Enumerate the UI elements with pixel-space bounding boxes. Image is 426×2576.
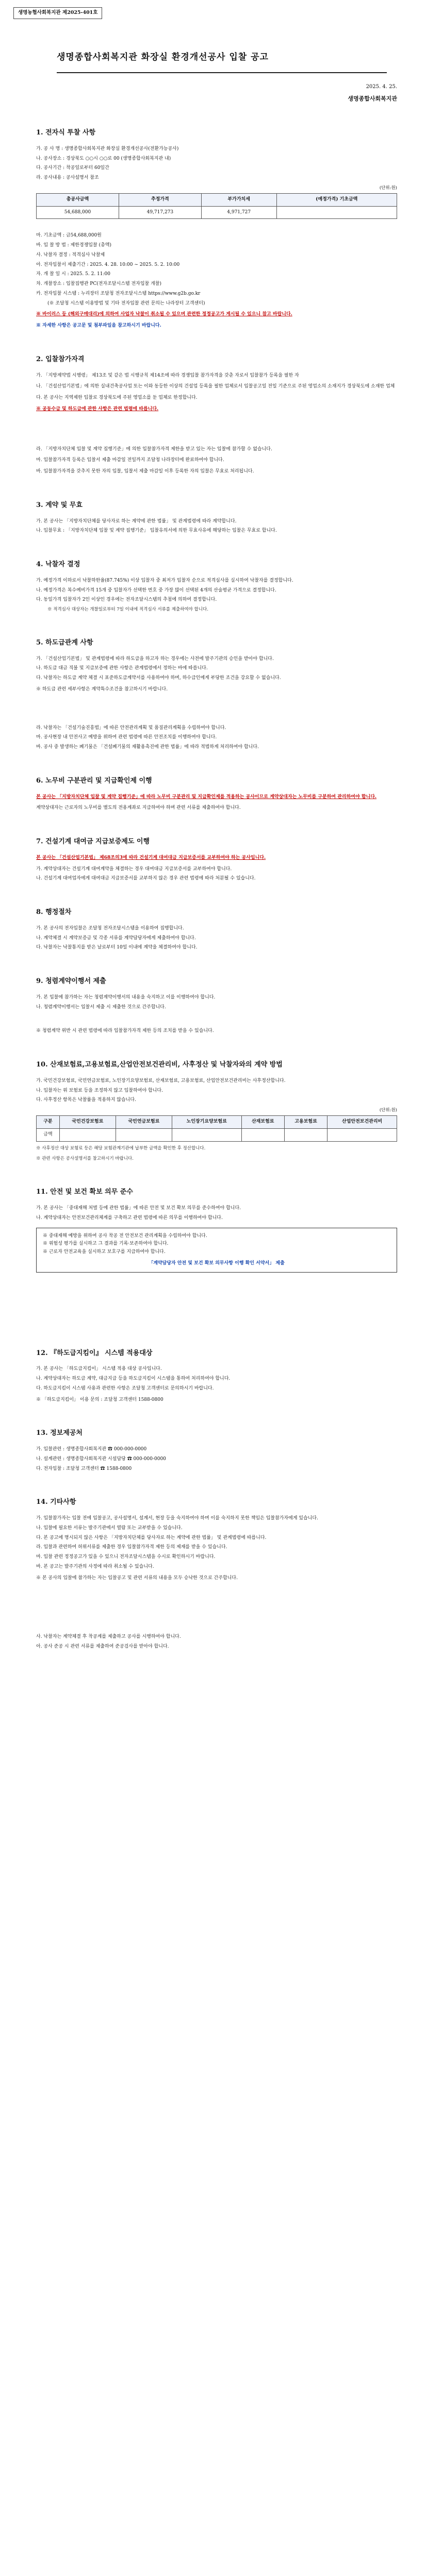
insurance-table (36, 1115, 397, 1142)
section-item: 가. 본 공사는 「중대재해 처벌 등에 관한 법률」에 따른 안전 및 보건 확보 의무를 준수하여야 합니다. (36, 1206, 241, 1211)
section-item: 가. 예정가격 이하로서 낙찰하한율(87.745%) 이상 입찰자 중 최저가 입찰자 순으로 적격심사를 실시하여 낙찰자를 결정합니다. (36, 578, 293, 583)
table-cell (116, 1128, 172, 1141)
section-item: 마. 입찰 관련 정정공고가 있을 수 있으니 전자조달시스템을 수시로 확인하시기 바랍니다. (36, 1554, 216, 1560)
table-header-cell: 산업안전보건관리비 (327, 1116, 397, 1129)
highlight-note-red: 본 공사는 「건설산업기본법」 제68조의3에 따라 건설기계 대여대금 지급보증서를 교부하여야 하는 공사입니다. (36, 855, 266, 860)
section-item: 다. 본 공고에 명시되지 않은 사항은 「지방자치단체를 당사자로 하는 계약에 관한 법률」 및 관계법령에 따릅니다. (36, 1535, 267, 1540)
title-divider (57, 72, 387, 73)
section-heading: 12. 『하도급지킴이』 시스템 적용대상 (36, 1349, 153, 1357)
section-item: 마. 공사현장 내 안전사고 예방을 위하여 관련 법령에 따른 안전조치를 이행하여야 합니다. (36, 735, 217, 740)
section-item: 라. 입찰과 관련하여 허위서류를 제출한 경우 입찰참가자격 제한 등의 제재를 받을 수 있습니다. (36, 1545, 227, 1550)
section-item: 나. 설계관련 : 생명종합사회복지관 시설담당 ☎ 000-000-0000 (36, 1456, 166, 1462)
section-item: 나. 입찰에 필요한 서류는 발주기관에서 열람 또는 교부받을 수 있습니다. (36, 1525, 183, 1531)
section-paragraph: ※ 청렴계약 위반 시 관련 법령에 따라 입찰참가자격 제한 등의 조치를 받을 수 있습니다. (36, 1028, 214, 1034)
table-header-cell: 추정가격 (119, 193, 201, 206)
section-item: 나. 하도급 대금 직불 및 지급보증에 관한 사항은 관계법령에서 정하는 바에 따릅니다. (36, 666, 208, 671)
section-paragraph: ※ 「하도급지킴이」 이용 문의 : 조달청 고객센터 1588-0800 (36, 1397, 163, 1402)
section-heading: 11. 안전 및 보건 확보 의무 준수 (36, 1188, 133, 1196)
section-heading: 8. 행정절차 (36, 908, 72, 917)
unit-label: (단위:원) (379, 185, 397, 191)
section-heading: 14. 기타사항 (36, 1498, 76, 1506)
section-item: 나. 계약상대자는 안전보건관리체계를 구축하고 관련 법령에 따른 의무를 이행하여야 합니다. (36, 1215, 223, 1221)
section-heading: 1. 전자식 투찰 사항 (36, 129, 96, 137)
section-paragraph: 계약상대자는 근로자의 노무비를 별도의 전용계좌로 지급하여야 하며 관련 서류를 제출하여야 합니다. (36, 805, 241, 811)
notice-line: ※ 근로자 안전교육을 실시하고 보호구를 지급하여야 합니다. (43, 1249, 166, 1255)
section-item: 마. 기초금액 : 금54,688,000원 (36, 233, 102, 239)
section-item: 카. 전자입찰 시스템 : 누리장터 조달청 전자조달시스템 https://www.g2b.go.kr (36, 291, 201, 296)
section-item: 가. 입찰참가자는 입찰 전에 입찰공고, 공사설명서, 설계서, 현장 등을 숙지하여야 하며 이를 숙지하지 못한 책임은 입찰참가자에게 있습니다. (36, 1516, 318, 1521)
table-header-row (37, 1116, 397, 1129)
section-item: 가. 계약상대자는 건설기계 대여계약을 체결하는 경우 대여대금 지급보증서를 교부하여야 합니다. (36, 866, 232, 872)
section-item: 나. 입찰무효 : 「지방자치단체 입찰 및 계약 집행기준」 입찰유의서에 의한 무효사유에 해당하는 입찰은 무효로 합니다. (36, 528, 277, 534)
section-item: 나. 계약체결 시 계약보증금 및 각종 서류를 계약담당자에게 제출하여야 합니다. (36, 935, 196, 941)
table-header-cell: 산재보험료 (241, 1116, 284, 1129)
table-cell (284, 1128, 327, 1141)
section-note: ※ 관련 사항은 공사설명서를 참고하시기 바랍니다. (36, 1156, 134, 1162)
highlight-note-red: ※ 공동수급 및 하도급에 관한 사항은 관련 법령에 따릅니다. (36, 406, 159, 412)
table-header-cell: 구분 (37, 1116, 60, 1129)
section-item: 가. 본 입찰에 참가하는 자는 청렴계약이행서의 내용을 숙지하고 이를 이행하여야 합니다. (36, 994, 216, 1000)
table-header-cell: 노인장기요양보험료 (172, 1116, 241, 1129)
highlight-note-red: ※ 바이러스 등 (해외구매대리)에 의하여 사업자 낙찰이 취소될 수 있으며 관련한 정정공고가 게시될 수 있으니 참고 바랍니다. (36, 312, 292, 317)
section-paragraph: 나. 「건설산업기본법」에 의한 실내건축공사업 또는 이와 동등한 이상의 건설업 등록을 필한 업체로서 입찰공고일 전일 기준으로 주된 영업소의 소재지가 경상북도에 소재한 업체 (36, 384, 395, 389)
section-heading: 9. 청렴계약이행서 제출 (36, 977, 106, 986)
section-item: 가. 입찰관련 : 생명종합사회복지관 ☎ 000-000-0000 (36, 1447, 147, 1452)
table-header-cell: 총공사금액 (37, 193, 119, 206)
section-item: 가. 공 사 명 : 생명종합사회복지관 화장실 환경개선공사(전환가능공사) (36, 146, 179, 151)
section-item: 가. 본 공사는 「지방자치단체를 당사자로 하는 계약에 관한 법률」 및 관계법령에 따라 계약합니다. (36, 518, 237, 524)
budget-table (36, 193, 397, 219)
notice-line: ※ 중대재해 예방을 위하여 공사 착공 전 안전보건 관리계획을 수립하여야 합니다. (43, 1233, 207, 1239)
notice-highlight: 「계약담당자 안전 및 보건 확보 의무사항 이행 확인 서약서」 제출 (149, 1260, 285, 1266)
section-paragraph: 바. 입찰참가자격을 갖추지 못한 자의 입찰, 입찰서 제출 마감일 이후 등록한 자의 입찰은 무효로 처리됩니다. (36, 469, 254, 474)
section-item: 나. 예정가격은 복수예비가격 15개 중 입찰자가 선택한 번호 중 가장 많이 선택된 4개의 산술평균 가격으로 결정합니다. (36, 587, 276, 593)
table-cell (59, 1128, 116, 1141)
document-title: 생명종합사회복지관 화장실 환경개선공사 입찰 공고 (57, 52, 269, 62)
section-paragraph: ※ 하도급 관련 세부사항은 계약특수조건을 참고하시기 바랍니다. (36, 686, 168, 692)
section-7 (36, 836, 397, 883)
section-item: 아. 전자입찰서 제출기간 : 2025. 4. 28. 10:00 ~ 2025. 5. 2. 10:00 (36, 262, 180, 267)
section-heading: 13. 정보제공처 (36, 1429, 83, 1437)
table-header-cell: 고용보험료 (284, 1116, 327, 1129)
section-item: 나. 계약상대자는 하도급 계약, 대금지급 등을 하도급지킴이 시스템을 통하여 처리하여야 합니다. (36, 1376, 231, 1381)
section-item: 다. 동일가격 입찰자가 2인 이상인 경우에는 전자조달시스템의 추첨에 의하여 결정합니다. (36, 597, 217, 603)
section-2 (36, 354, 397, 476)
table-cell (327, 1128, 397, 1141)
table-header-row (37, 193, 397, 206)
section-item: 나. 공사장소 : 경상북도 ○○시 ○○로 00 (생명종합사회복지관 내) (36, 156, 171, 161)
section-heading: 3. 계약 및 무효 (36, 501, 83, 509)
section-12 (36, 1348, 397, 1404)
section-paragraph: 라. 「지방자치단체 입찰 및 계약 집행기준」에 의한 입찰참가자격 제한을 받고 있는 자는 입찰에 참가할 수 없습니다. (36, 446, 272, 452)
table-header-cell: 국민건강보험료 (59, 1116, 116, 1129)
table-row (37, 1128, 397, 1141)
section-item: 자. 개 찰 일 시 : 2025. 5. 2. 11:00 (36, 272, 110, 277)
highlight-note-red: 본 공사는 「지방자치단체 입찰 및 계약 집행기준」에 따라 노무비 구분관리 및 지급확인제를 적용하는 공사이므로 계약상대자는 노무비를 구분하여 관리하여야 합니다. (36, 794, 377, 800)
section-item: 가. 본 공사는 「하도급지킴이」 시스템 적용 대상 공사입니다. (36, 1366, 162, 1372)
table-cell: 금액 (37, 1128, 60, 1141)
section-3 (36, 500, 397, 535)
safety-notice-box (36, 1228, 397, 1273)
section-item: 다. 사후정산 항목은 낙찰률을 적용하지 않습니다. (36, 1097, 136, 1103)
section-11 (36, 1187, 397, 1272)
section-subitem: (※ 조달청 시스템 이용방법 및 기타 전자입찰 관련 문의는 나라장터 고객센터) (47, 300, 205, 306)
section-paragraph: ※ 본 공사의 입찰에 참가하는 자는 입찰공고 및 관련 서류의 내용을 모두 승낙한 것으로 간주합니다. (36, 1575, 238, 1581)
section-heading: 6. 노무비 구분관리 및 지급확인제 이행 (36, 776, 152, 785)
section-item: 다. 낙찰자는 하도급 계약 체결 시 표준하도급계약서를 사용하여야 하며, 하수급인에게 부당한 조건을 강요할 수 없습니다. (36, 675, 281, 681)
section-item: 가. 본 공사의 전자입찰은 조달청 전자조달시스템을 이용하여 집행합니다. (36, 925, 184, 931)
notice-line: ※ 위험성 평가를 실시하고 그 결과를 기록·보존하여야 합니다. (43, 1241, 169, 1247)
unit-label: (단위:원) (379, 1108, 397, 1113)
section-item: 다. 낙찰자는 낙찰통지를 받은 날로부터 10일 이내에 계약을 체결하여야 합니다. (36, 945, 198, 951)
section-heading: 2. 입찰참가자격 (36, 355, 85, 363)
table-header-cell: 국민연금보험료 (116, 1116, 172, 1129)
section-14 (36, 1497, 397, 1651)
section-item: 다. 전자입찰 : 조달청 고객센터 ☎ 1588-0800 (36, 1466, 132, 1471)
section-8 (36, 907, 397, 952)
section-heading: 4. 낙찰자 결정 (36, 561, 80, 568)
section-5 (36, 637, 397, 752)
table-cell (172, 1128, 241, 1141)
section-item: 다. 공사기간 : 착공일로부터 60일간 (36, 165, 109, 171)
table-row (37, 206, 397, 219)
section-item: 가. 국민건강보험료, 국민연금보험료, 노인장기요양보험료, 산재보험료, 고용보험료, 산업안전보건관리비는 사후정산합니다. (36, 1078, 286, 1083)
section-item: 나. 청렴계약이행서는 입찰서 제출 시 제출한 것으로 간주합니다. (36, 1004, 166, 1010)
section-paragraph: 다. 본 공사는 지역제한 입찰로 경상북도에 주된 영업소를 둔 업체로 한정합니다. (36, 395, 198, 400)
section-item: 사. 낙찰자 결정 : 적격심사 낙찰제 (36, 252, 105, 258)
section-paragraph: 가. 「지방계약법 시행령」 제13조 및 같은 법 시행규칙 제14조에 따라 경쟁입찰 참가자격을 갖춘 자로서 입찰참가 등록을 필한 자 (36, 372, 299, 378)
table-header-cell: 부가가치세 (201, 193, 276, 206)
table-cell: 54,688,000 (37, 206, 119, 219)
section-item: 다. 하도급지킴이 시스템 사용과 관련한 사항은 조달청 고객센터로 문의하시기 바랍니다. (36, 1385, 214, 1391)
section-heading: 7. 건설기계 대여금 지급보증제도 이행 (36, 838, 150, 846)
section-item: 라. 공사내용 : 공사설명서 참조 (36, 175, 99, 181)
section-paragraph: 마. 입찰참가자격 등록은 입찰서 제출 마감일 전일까지 조달청 나라장터에 완료하여야 합니다. (36, 457, 224, 463)
section-10 (36, 1059, 397, 1163)
table-cell (241, 1128, 284, 1141)
section-item: 나. 입찰자는 위 보험료 등을 조정하지 않고 입찰하여야 합니다. (36, 1088, 163, 1093)
section-13 (36, 1428, 397, 1473)
section-item: 바. 본 공고는 발주기관의 사정에 따라 취소될 수 있습니다. (36, 1564, 154, 1569)
section-heading: 10. 산재보험료,고용보험료,산업안전보건관리비, 사후정산 및 낙찰자와의 계약 방법 (36, 1061, 283, 1069)
highlight-note-blue: ※ 자세한 사항은 공고문 및 첨부파일을 참고하시기 바랍니다. (36, 323, 161, 328)
table-cell: 49,717,273 (119, 206, 201, 219)
issuing-organization: 생명종합사회복지관 (348, 95, 397, 102)
document-number-box: 생명농협사회복지관 제2025-401호 (13, 7, 102, 19)
section-item: 아. 공사 준공 시 관련 서류를 제출하여 준공검사를 받아야 합니다. (36, 1644, 169, 1649)
section-9 (36, 976, 397, 1036)
table-header-cell: (예정가격) 기초금액 (276, 193, 397, 206)
announcement-date: 2025. 4. 25. (366, 84, 397, 90)
section-item: 가. 「건설산업기본법」 및 관계법령에 따라 하도급을 하고자 하는 경우에는 사전에 발주기관의 승인을 받아야 합니다. (36, 656, 274, 662)
section-1 (36, 127, 397, 330)
section-item: 바. 입 찰 방 법 : 제한경쟁입찰 (총액) (36, 243, 111, 248)
section-6 (36, 775, 397, 812)
section-item: 바. 공사 중 발생하는 폐기물은 「건설폐기물의 재활용촉진에 관한 법률」에 따라 적법하게 처리하여야 합니다. (36, 744, 259, 750)
section-item: 나. 건설기계 대여업자에게 대여대금 지급보증서를 교부하지 않은 경우 관련 법령에 따라 처분될 수 있습니다. (36, 876, 256, 882)
table-cell (276, 206, 397, 219)
section-item: 사. 낙찰자는 계약체결 후 착공계를 제출하고 공사를 시행하여야 합니다. (36, 1634, 181, 1640)
section-note: ※ 적격심사 대상자는 개찰일로부터 7일 이내에 적격심사 서류를 제출하여야 합니다. (47, 607, 208, 612)
section-item: 라. 낙찰자는 「건설기술진흥법」에 따른 안전관리계획 및 품질관리계획을 수립하여야 합니다. (36, 725, 226, 731)
section-item: 차. 개찰장소 : 입찰집행관 PC(전자조달시스템 전자입찰 개찰) (36, 281, 161, 286)
section-4 (36, 559, 397, 614)
table-cell: 4,971,727 (201, 206, 276, 219)
document-content (0, 50, 426, 1651)
section-heading: 5. 하도급관계 사항 (36, 638, 93, 647)
section-note: ※ 사후정산 대상 보험료 등은 해당 보험관계기관에 납부한 금액을 확인한 후 정산합니다. (36, 1145, 206, 1151)
